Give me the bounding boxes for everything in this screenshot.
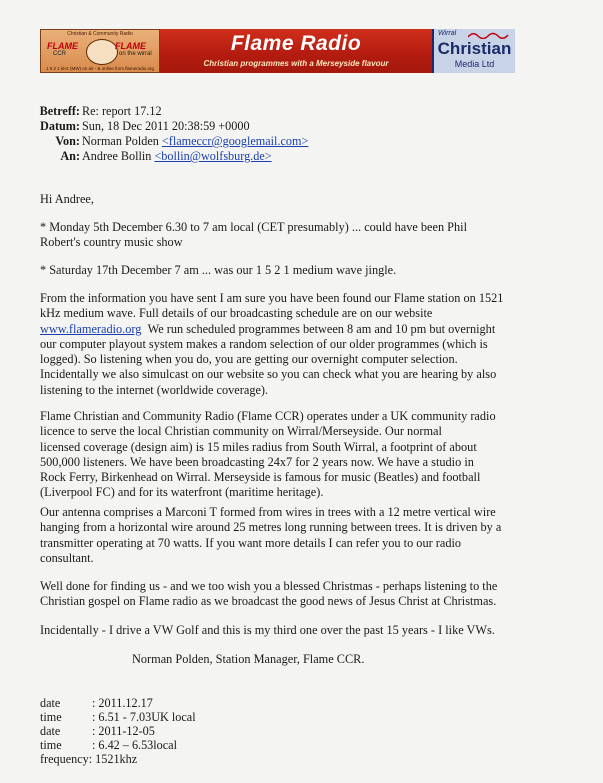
p2-line1: Flame Christian and Community Radio (Flame CCR) operates under a UK community radio bbox=[40, 409, 496, 423]
p2-line6: (Liverpool FC) and for its waterfront (maritime heritage). bbox=[40, 485, 324, 500]
logo-on-the-wirral: on the wirral bbox=[119, 51, 152, 57]
p2-line5: Rock Ferry, Birkenhead on Wirral. Merseyside is famous for music (Beatles) and football bbox=[40, 470, 481, 485]
logo-flame-left: FLAME bbox=[47, 41, 78, 51]
logo-seal-icon bbox=[86, 39, 118, 65]
date-label: Datum: bbox=[40, 119, 80, 133]
banner-title: Flame Radio bbox=[230, 32, 362, 55]
to-email-link[interactable]: <bollin@wolfsburg.de> bbox=[154, 149, 272, 163]
p3-line2: hanging from a horizontal wire around 25 metres long running between trees. It is driven by a bbox=[40, 520, 502, 535]
log-row bbox=[40, 710, 196, 725]
p1-line1: From the information you have sent I am sure you have been found our Flame station on 1521 bbox=[40, 291, 504, 305]
p2-line2: licence to serve the local Christian community on Wirral/Merseyside. Our normal bbox=[40, 424, 442, 439]
p1-line3-text: We run scheduled programmes between 8 am and 10 pm but overnight bbox=[147, 321, 496, 336]
p2-line3: licensed coverage (design aim) is 15 miles radius from South Wirral, a footprint of about bbox=[40, 439, 477, 454]
item-monday-line2: Robert's country music show bbox=[40, 235, 183, 250]
to-name: Andree Bollin bbox=[82, 149, 152, 163]
log-value: 1521khz bbox=[95, 752, 138, 766]
logo-wirral: Wirral bbox=[438, 30, 457, 37]
item-monday-line1: * Monday 5th December 6.30 to 7 am local (CET presumably) ... could have been Phil bbox=[40, 220, 467, 234]
paragraph-christmas bbox=[40, 579, 540, 610]
p1-line5: logged). So listening when you do, you are getting our overnight computer selection. bbox=[40, 352, 458, 367]
subject-label: Betreff: bbox=[39, 104, 80, 118]
p3-line4: consultant. bbox=[40, 550, 94, 565]
website-link[interactable]: www.flameradio.org bbox=[40, 321, 142, 336]
to-value bbox=[82, 149, 272, 164]
log-key: date bbox=[40, 724, 61, 738]
p4-line1: Well done for finding us - and we too wish you a blessed Christmas - perhaps listening to the bbox=[40, 579, 498, 593]
logo-ccr: CCR bbox=[53, 51, 66, 57]
logo-top-text: Christian & Community Radio bbox=[67, 31, 133, 37]
logo-bottom-text: 1 5 2 1 kHz (MW) on air - & online from flameradio.org bbox=[45, 66, 155, 71]
p1-line3 bbox=[40, 322, 540, 337]
p3-line3: transmitter operating at 70 watts. If you want more details I can refer you to our radio bbox=[40, 535, 462, 550]
log-value: : 2011-12-05 bbox=[92, 724, 155, 738]
log-key: date bbox=[40, 696, 61, 710]
flame-radio-banner bbox=[40, 29, 515, 73]
paragraph-licence bbox=[40, 409, 540, 501]
p4-line2: Christian gospel on Flame radio as we broadcast the good news of Jesus Christ at Christmas. bbox=[40, 594, 497, 609]
from-email-link[interactable]: <flameccr@googlemail.com> bbox=[161, 134, 309, 148]
p1-line6: Incidentally we also simulcast on our website so you can check what you are hearing by also bbox=[40, 367, 497, 382]
from-label: Von: bbox=[55, 134, 80, 148]
banner-subtitle: Christian programmes with a Merseyside flavour bbox=[203, 59, 389, 68]
log-key: time bbox=[40, 710, 62, 724]
log-row bbox=[40, 724, 155, 739]
log-key: time bbox=[40, 738, 62, 752]
from-name: Norman Polden bbox=[82, 134, 159, 148]
log-key: frequency: bbox=[40, 752, 93, 766]
paragraph-station bbox=[40, 291, 540, 398]
flame-ccr-logo bbox=[40, 29, 160, 73]
greeting: Hi Andree, bbox=[40, 192, 94, 206]
log-value: : 6.51 - 7.03UK local bbox=[92, 710, 196, 724]
to-label: An: bbox=[60, 149, 80, 163]
christian-media-logo bbox=[432, 29, 515, 73]
wave-icon bbox=[468, 31, 512, 39]
log-value: : 2011.12.17 bbox=[92, 696, 153, 710]
p1-line4: our computer playout system makes a random selection of our older programmes (which is bbox=[40, 336, 488, 351]
log-value: : 6.42 – 6.53local bbox=[92, 738, 177, 752]
p1-line2: kHz medium wave. Full details of our broadcasting schedule are on our website bbox=[40, 306, 433, 321]
logo-christian: Christian bbox=[437, 39, 512, 58]
subject-value: Re: report 17.12 bbox=[82, 104, 162, 118]
p1-line7: listening to the internet (worldwide coverage). bbox=[40, 382, 269, 397]
paragraph-vw: Incidentally - I drive a VW Golf and this is my third one over the past 15 years - I like VWs. bbox=[40, 623, 495, 637]
log-row bbox=[40, 752, 137, 767]
p2-line4: 500,000 listeners. We have been broadcasting 24x7 for 2 years now. We have a studio in bbox=[40, 454, 474, 469]
paragraph-antenna bbox=[40, 505, 540, 566]
logo-media-ltd: Media Ltd bbox=[454, 59, 495, 69]
item-monday bbox=[40, 220, 540, 251]
log-row bbox=[40, 738, 177, 753]
item-saturday: * Saturday 17th December 7 am ... was our 1 5 2 1 medium wave jingle. bbox=[40, 263, 397, 277]
banner-title-block bbox=[160, 29, 432, 73]
p3-line1: Our antenna comprises a Marconi T formed from wires in trees with a 12 metre vertical wire bbox=[40, 505, 496, 519]
logo-flame-right: FLAME bbox=[115, 41, 146, 51]
signature: Norman Polden, Station Manager, Flame CCR. bbox=[132, 652, 365, 666]
log-row bbox=[40, 696, 153, 711]
date-value: Sun, 18 Dec 2011 20:38:59 +0000 bbox=[82, 119, 250, 133]
from-value bbox=[82, 134, 308, 149]
